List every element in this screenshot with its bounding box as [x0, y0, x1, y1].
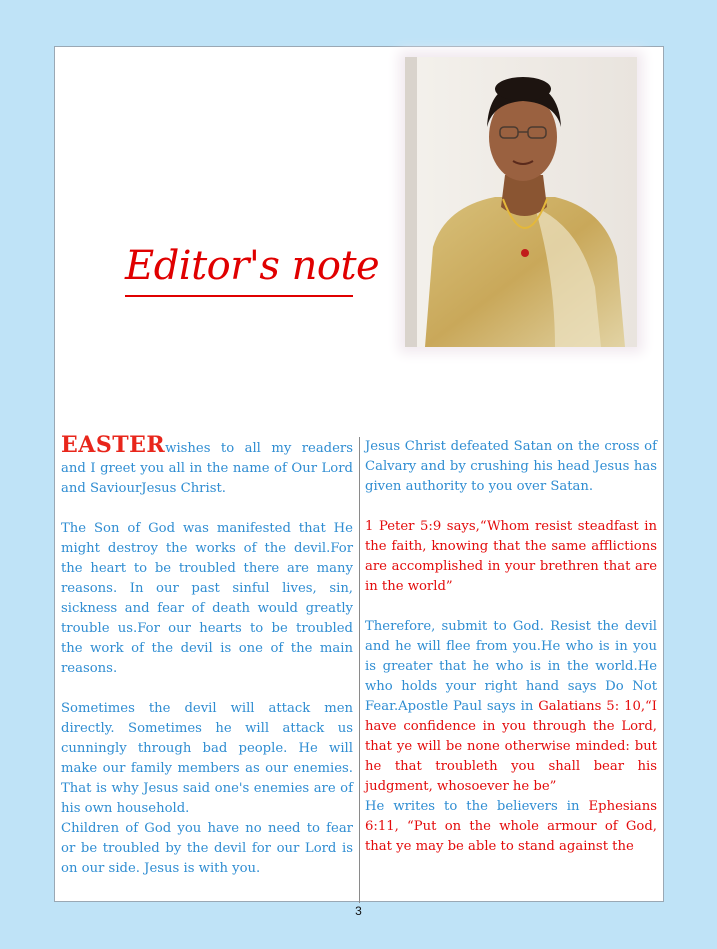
scripture-quote: “Put on the whole armour of God, that ye may be able to stand against the [365, 819, 657, 854]
greeting-text: wishes to all my readers and I greet you all in the name of Our Lord and SaviourJesus Christ. [61, 441, 353, 496]
page-title: Editor's note [125, 243, 380, 289]
easter-heading: EASTER [61, 432, 166, 458]
paragraph: The Son of God was manifested that He might destroy the works of the devil.For the heart to be troubled there are many reasons. In our past sinful lives, sin, sickness and fear of death would greatly trouble us.For our hearts to be troubled the work of the devil is one of the main reasons. [61, 521, 353, 676]
column-divider [359, 437, 360, 903]
paragraph-text: He writes to the believers in [365, 799, 589, 814]
page-number: 3 [355, 904, 362, 918]
scripture-quote: 1 Peter 5:9 says,“Whom resist steadfast in the faith, knowing that the same afflictions are accomplished in your brethren that are in the world” [365, 519, 657, 594]
scripture-reference: Ephesians 6:11, [365, 799, 657, 834]
left-column [61, 432, 353, 879]
portrait-photo-icon [405, 57, 637, 347]
paragraph [365, 797, 657, 857]
right-column [365, 435, 657, 857]
title-underline [125, 295, 353, 297]
paragraph: Sometimes the devil will attack men directly. Sometimes he will attack us cunningly through bad people. He will make our family members as our enemies. That is why Jesus said one's enemies are of his own household. [61, 701, 353, 816]
paragraph-text: Therefore, submit to God. Resist the devil and he will flee from you.He who is in you is greater that he who is in the world.He who holds your right hand says Do Not Fear.Apostle Paul says in [365, 619, 657, 714]
editor-photo [405, 57, 637, 347]
paragraph: Children of God you have no need to fear or be troubled by the devil for our Lord is on our side. Jesus is with you. [61, 821, 353, 876]
scripture-reference: Galatians 5: 10, [538, 699, 646, 714]
scripture-quote: “I have confidence in you through the Lord, that ye will be none otherwise minded: but he that troubleth you shall bear his judgment, whosoever he be” [365, 699, 657, 794]
paragraph [365, 617, 657, 797]
page [54, 46, 664, 902]
paragraph: Jesus Christ defeated Satan on the cross of Calvary and by crushing his head Jesus has given authority to you over Satan. [365, 439, 657, 494]
